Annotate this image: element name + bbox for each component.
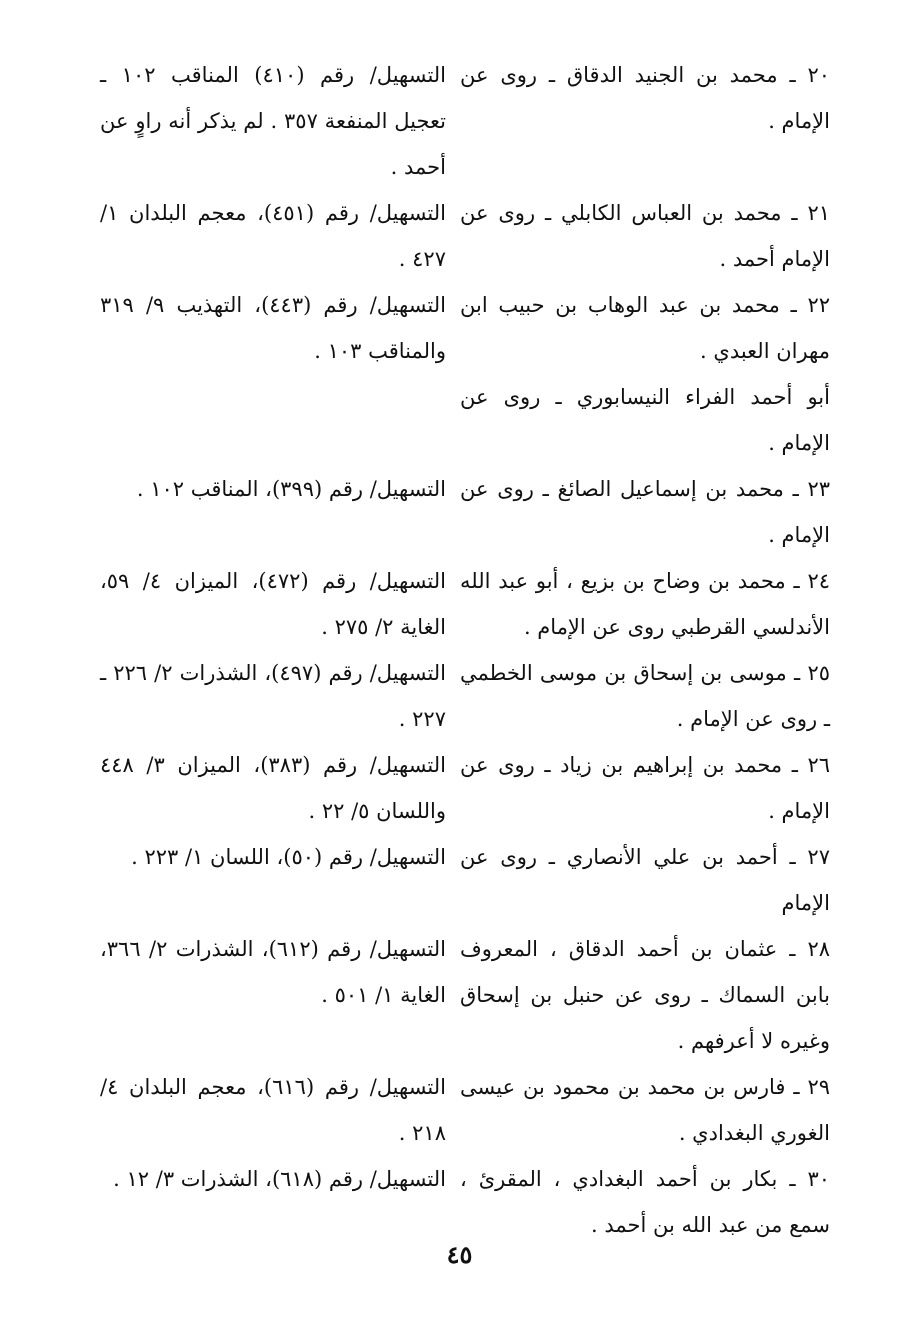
entry-reference: التسهيل/ رقم (٣٩٩)، المناقب ١٠٢ . — [136, 477, 446, 501]
entry-text — [446, 834, 830, 926]
list-item — [100, 282, 830, 374]
entry-body: محمد بن عبد الوهاب بن حبيب ابن مهران العبدي . — [460, 293, 830, 363]
entry-body: فارس بن محمد بن محمود بن عيسى الغوري البغدادي . — [460, 1075, 830, 1145]
entry-reference: التسهيل/ رقم (٤١٠) المناقب ١٠٢ ـ تعجيل المنفعة ٣٥٧ . لم يذكر أنه راوٍ عن أحمد . — [100, 63, 447, 179]
entry-number: ٢٦ ـ — [791, 753, 830, 777]
entry-body: محمد بن الجنيد الدقاق ـ روى عن الإمام . — [460, 63, 830, 133]
entry-text — [446, 282, 830, 374]
entry-text — [446, 1156, 830, 1248]
entry-body: محمد بن وضاح بن بزيع ، أبو عبد الله الأندلسي القرطبي روى عن الإمام . — [460, 569, 830, 639]
entry-text — [446, 926, 830, 1064]
entry-number: ٢٤ ـ — [793, 569, 830, 593]
entry-number: ٢٧ ـ — [789, 845, 830, 869]
entry-text — [446, 374, 830, 466]
page-body — [100, 52, 830, 1248]
entry-body: محمد بن العباس الكابلي ـ روى عن الإمام أحمد . — [460, 201, 830, 271]
entry-body: محمد بن إسماعيل الصائغ ـ روى عن الإمام . — [460, 477, 830, 547]
entry-text — [446, 558, 830, 650]
entry-text — [446, 52, 830, 190]
entry-reference — [100, 374, 446, 466]
entry-number: ٢٣ ـ — [792, 477, 830, 501]
list-item — [100, 558, 830, 650]
entry-body: محمد بن إبراهيم بن زياد ـ روى عن الإمام . — [460, 753, 830, 823]
entry-reference: التسهيل/ رقم (٤٤٣)، التهذيب ٩/ ٣١٩ والمناقب ١٠٣ . — [100, 293, 447, 363]
entry-number: ٢٩ ـ — [793, 1075, 830, 1099]
entry-body: عثمان بن أحمد الدقاق ، المعروف بابن السماك ـ روى عن حنبل بن إسحاق وغيره لا أعرفهم . — [460, 937, 830, 1053]
entry-number: ٢٨ ـ — [789, 937, 830, 961]
entry-number: ٢٢ ـ — [790, 293, 830, 317]
page-number: ٤٥ — [446, 1240, 473, 1269]
entry-reference: التسهيل/ رقم (٣٨٣)، الميزان ٣/ ٤٤٨ واللسان ٥/ ٢٢ . — [100, 753, 447, 823]
list-item — [100, 190, 830, 282]
list-item — [100, 1156, 830, 1248]
entry-body: أبو أحمد الفراء النيسابوري ـ روى عن الإمام . — [460, 385, 830, 455]
entry-number: ٣٠ ـ — [789, 1167, 830, 1191]
list-item — [100, 926, 830, 1064]
entry-reference: التسهيل/ رقم (٥٠)، اللسان ١/ ٢٢٣ . — [131, 845, 446, 869]
list-item — [100, 374, 830, 466]
list-item — [100, 834, 830, 926]
entry-number: ٢٠ ـ — [789, 63, 830, 87]
list-item — [100, 650, 830, 742]
list-item — [100, 52, 830, 190]
entry-text — [446, 650, 830, 742]
list-item — [100, 1064, 830, 1156]
entry-reference: التسهيل/ رقم (٦١٦)، معجم البلدان ٤/ ٢١٨ . — [100, 1075, 446, 1145]
list-item — [100, 742, 830, 834]
entry-number: ٢٥ ـ — [794, 661, 830, 685]
entry-text — [446, 742, 830, 834]
entry-reference: التسهيل/ رقم (٤٧٢)، الميزان ٤/ ٥٩، الغاية ٢/ ٢٧٥ . — [100, 569, 446, 639]
entry-reference: التسهيل/ رقم (٤٥١)، معجم البلدان ١/ ٤٢٧ . — [100, 201, 446, 271]
entry-body: موسى بن إسحاق بن موسى الخطمي ـ روى عن الإمام . — [460, 661, 830, 731]
entry-reference: التسهيل/ رقم (٤٩٧)، الشذرات ٢/ ٢٢٦ ـ ٢٢٧ . — [100, 661, 447, 731]
entry-body: أحمد بن علي الأنصاري ـ روى عن الإمام — [460, 845, 830, 915]
entry-number: ٢١ ـ — [791, 201, 830, 225]
entry-reference: التسهيل/ رقم (٦١٢)، الشذرات ٢/ ٣٦٦، الغاية ١/ ٥٠١ . — [100, 937, 446, 1007]
entry-text — [446, 1064, 830, 1156]
entry-reference: التسهيل/ رقم (٦١٨)، الشذرات ٣/ ١٢ . — [113, 1167, 446, 1191]
list-item — [100, 466, 830, 558]
entry-text — [446, 190, 830, 282]
entry-body: بكار بن أحمد البغدادي ، المقرئ ، سمع من عبد الله بن أحمد . — [460, 1167, 830, 1237]
entry-text — [446, 466, 830, 558]
